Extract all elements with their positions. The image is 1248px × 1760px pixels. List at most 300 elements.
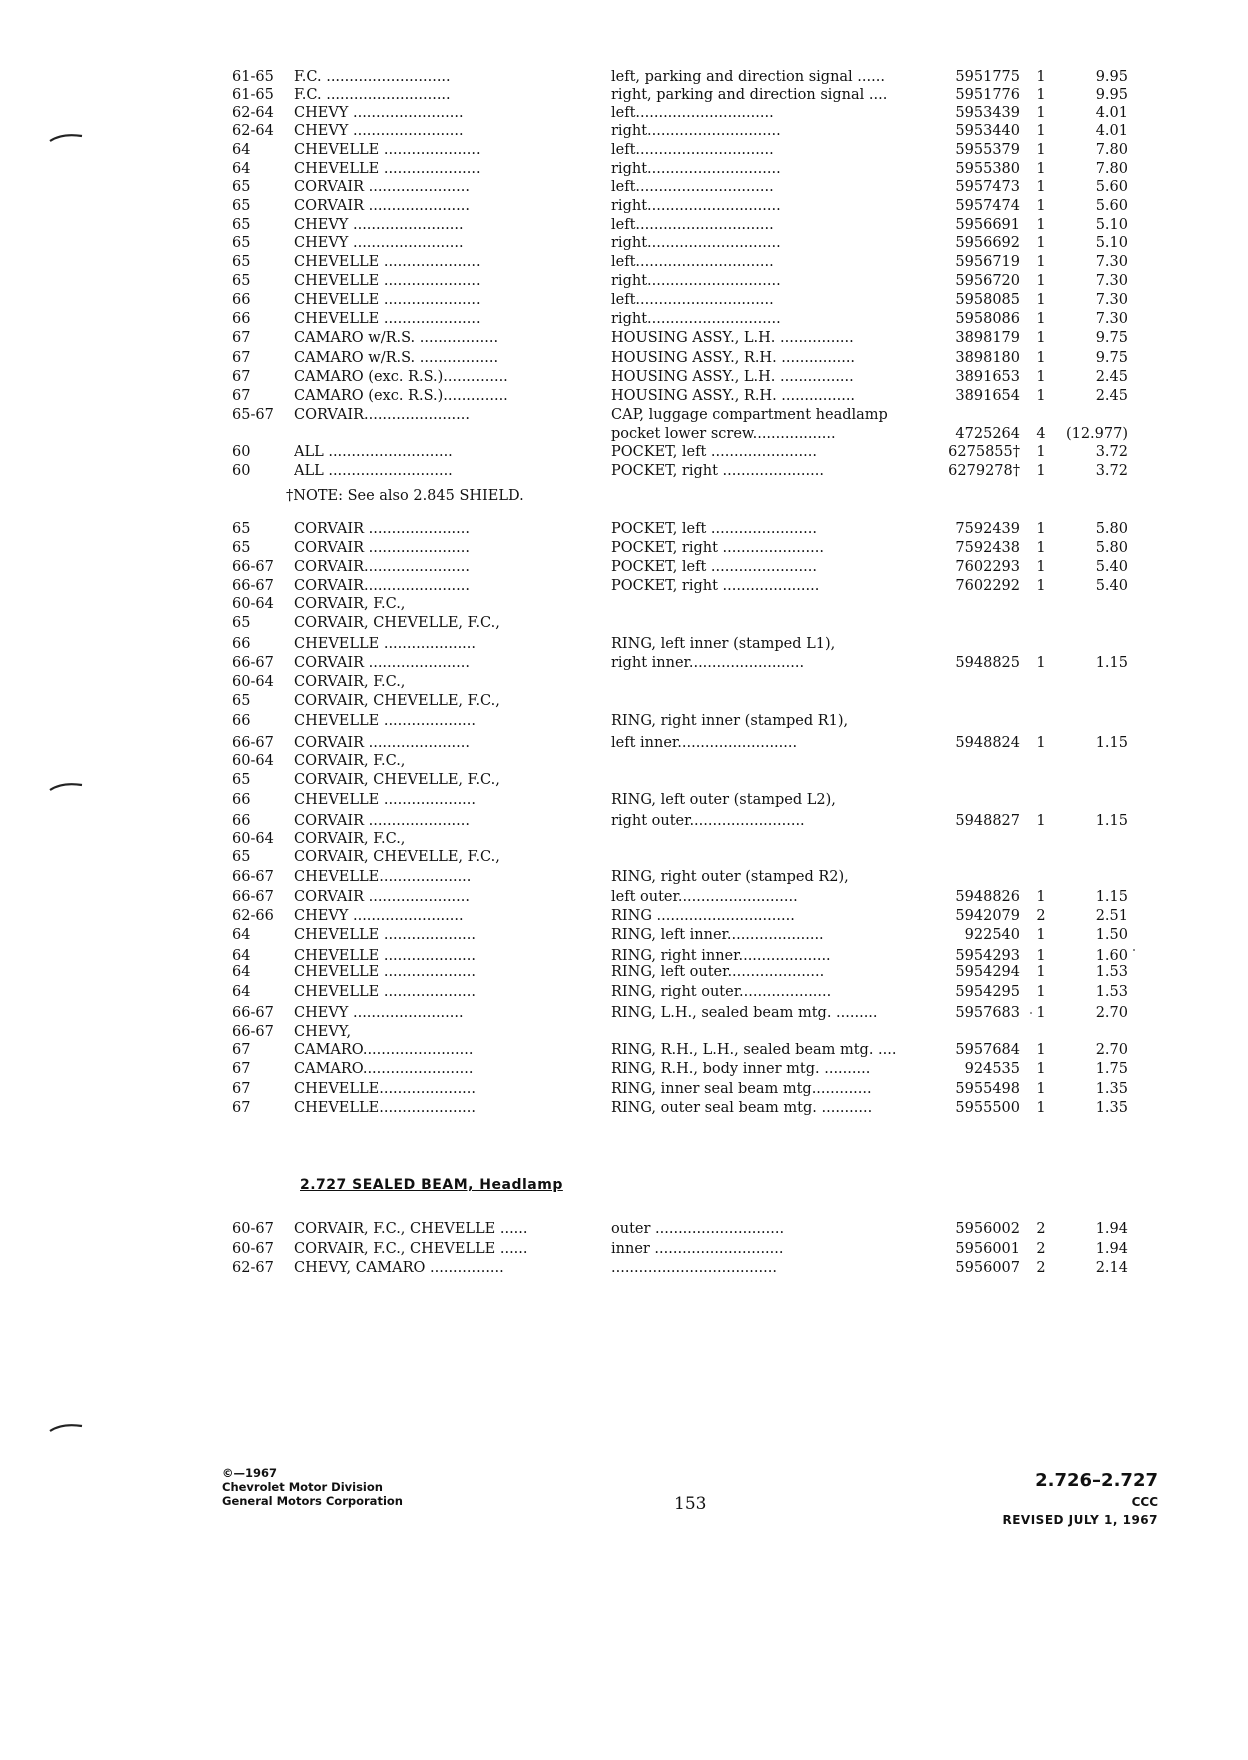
part-number-cell: 5955379 [955, 142, 1020, 158]
description-cell: right inner......................... [611, 655, 805, 671]
table-row [0, 963, 1248, 982]
description-cell: right............................. [611, 235, 781, 251]
table-row [0, 752, 1248, 771]
price-cell: 3.72 [1095, 463, 1128, 479]
description-cell: POCKET, right ..................... [611, 578, 820, 594]
model-cell: CORVAIR....................... [294, 407, 470, 423]
description-cell: .................................... [611, 1260, 777, 1276]
year-cell: 64 [232, 142, 251, 158]
quantity-cell: 1 [1036, 984, 1046, 1000]
quantity-cell: 1 [1036, 198, 1046, 214]
year-cell: 65 [232, 273, 251, 289]
description-cell: POCKET, right ...................... [611, 463, 824, 479]
model-cell: CHEVELLE ..................... [294, 311, 481, 327]
price-cell: 5.40 [1095, 559, 1128, 575]
quantity-cell: 1 [1036, 330, 1046, 346]
table-row [0, 216, 1248, 235]
price-cell: 9.75 [1095, 330, 1128, 346]
description-cell: pocket lower screw.................. [611, 426, 836, 442]
description-cell: POCKET, left ....................... [611, 444, 817, 460]
quantity-cell: 4 [1036, 426, 1046, 442]
model-cell: CHEVY, CAMARO ................ [294, 1260, 504, 1276]
part-number-cell: 5957683 [955, 1005, 1020, 1021]
part-number-cell: 5948827 [955, 813, 1020, 829]
year-cell: 66 [232, 792, 251, 808]
part-number-cell: 922540 [964, 927, 1020, 943]
year-cell: 67 [232, 388, 251, 404]
table-row [0, 291, 1248, 310]
description-cell: left.............................. [611, 254, 774, 270]
quantity-cell: 1 [1036, 388, 1046, 404]
price-cell: 5.60 [1095, 198, 1128, 214]
model-cell: CHEVELLE .................... [294, 792, 477, 808]
model-cell: CORVAIR....................... [294, 578, 470, 594]
description-cell: POCKET, left ....................... [611, 559, 817, 575]
description-cell: right, parking and direction signal .... [611, 87, 888, 103]
model-cell: CHEVELLE..................... [294, 1081, 477, 1097]
table-row [0, 520, 1248, 539]
table-row [0, 349, 1248, 368]
table-row [0, 368, 1248, 387]
year-cell: 62-67 [232, 1260, 274, 1276]
description-cell: outer ............................ [611, 1221, 785, 1237]
model-cell: CHEVY ........................ [294, 235, 464, 251]
part-number-cell: 5956692 [955, 235, 1020, 251]
table-row [0, 830, 1248, 849]
table-row [0, 329, 1248, 348]
part-number-cell: 5948826 [955, 889, 1020, 905]
model-cell: CORVAIR, F.C., [294, 596, 406, 612]
quantity-cell: 1 [1036, 254, 1046, 270]
model-cell: CORVAIR....................... [294, 559, 470, 575]
table-row [0, 1240, 1248, 1259]
description-cell: RING, left inner (stamped L1), [611, 636, 836, 652]
description-cell: left.............................. [611, 105, 774, 121]
description-cell: left outer.......................... [611, 889, 798, 905]
year-cell: 66-67 [232, 655, 274, 671]
price-cell: 7.30 [1095, 292, 1128, 308]
table-row [0, 160, 1248, 179]
year-cell: 65 [232, 849, 251, 865]
part-number-cell: 5956001 [955, 1241, 1020, 1257]
price-cell: 1.53 [1095, 984, 1128, 1000]
model-cell: CAMARO w/R.S. ................. [294, 330, 499, 346]
table-row [0, 595, 1248, 614]
table-row [0, 539, 1248, 558]
table-row [0, 614, 1248, 633]
price-cell: 1.53 [1095, 964, 1128, 980]
table-row [0, 1004, 1248, 1023]
part-number-cell: 5956007 [955, 1260, 1020, 1276]
description-cell: HOUSING ASSY., L.H. ................ [611, 369, 854, 385]
year-cell: 65 [232, 540, 251, 556]
part-number-cell: 3898180 [955, 350, 1020, 366]
year-cell: 67 [232, 369, 251, 385]
quantity-cell: 1 [1036, 179, 1046, 195]
model-cell: CHEVELLE .................... [294, 964, 477, 980]
part-number-cell: 5956691 [955, 217, 1020, 233]
section-code: CCC [1131, 1495, 1158, 1509]
quantity-cell: 1 [1036, 142, 1046, 158]
price-cell: 2.51 [1095, 908, 1128, 924]
part-number-cell: 3898179 [955, 330, 1020, 346]
quantity-cell: 1 [1036, 559, 1046, 575]
year-cell: 60 [232, 463, 251, 479]
description-cell: RING, outer seal beam mtg. ........... [611, 1100, 873, 1116]
model-cell: CAMARO (exc. R.S.).............. [294, 388, 508, 404]
price-cell: 5.10 [1095, 235, 1128, 251]
price-cell: 4.01 [1095, 105, 1128, 121]
table-row [0, 558, 1248, 577]
quantity-cell: 1 [1036, 292, 1046, 308]
table-row [0, 926, 1248, 945]
part-number-cell: 7592439 [955, 521, 1020, 537]
year-cell: 65 [232, 772, 251, 788]
model-cell: CHEVELLE .................... [294, 636, 477, 652]
description-cell: inner ............................ [611, 1241, 784, 1257]
description-cell: left.............................. [611, 142, 774, 158]
year-cell: 65 [232, 615, 251, 631]
year-cell: 65-67 [232, 407, 274, 423]
section-range: 2.726–2.727 [1035, 1470, 1158, 1491]
model-cell: CORVAIR, CHEVELLE, F.C., [294, 693, 500, 709]
table-row [0, 983, 1248, 1002]
model-cell: CORVAIR ...................... [294, 655, 470, 671]
year-cell: 60-67 [232, 1241, 274, 1257]
price-cell: 2.14 [1095, 1260, 1128, 1276]
year-cell: 64 [232, 927, 251, 943]
quantity-cell: 1 [1036, 311, 1046, 327]
part-number-cell: 5953439 [955, 105, 1020, 121]
price-cell: 9.95 [1095, 87, 1128, 103]
part-number-cell: 4725264 [955, 426, 1020, 442]
description-cell: CAP, luggage compartment headlamp [611, 407, 888, 423]
price-cell: 2.70 [1095, 1042, 1128, 1058]
quantity-cell: 1 [1036, 964, 1046, 980]
note-text: †NOTE: See also 2.845 SHIELD. [286, 488, 524, 504]
quantity-cell: 1 [1036, 350, 1046, 366]
year-cell: 66 [232, 292, 251, 308]
price-cell: 1.94 [1095, 1241, 1128, 1257]
table-row [0, 272, 1248, 291]
quantity-cell: 1 [1036, 813, 1046, 829]
quantity-cell: 1 [1036, 463, 1046, 479]
part-number-cell: 5956720 [955, 273, 1020, 289]
year-cell: 66-67 [232, 1005, 274, 1021]
price-cell: 7.30 [1095, 311, 1128, 327]
year-cell: 60-64 [232, 831, 274, 847]
speck [1030, 1012, 1032, 1014]
description-cell: right............................. [611, 311, 781, 327]
price-cell: 1.15 [1095, 889, 1128, 905]
price-cell: 9.95 [1095, 69, 1128, 85]
model-cell: CHEVELLE..................... [294, 1100, 477, 1116]
description-cell: RING, right inner (stamped R1), [611, 713, 849, 729]
model-cell: CORVAIR ...................... [294, 889, 470, 905]
description-cell: HOUSING ASSY., R.H. ................ [611, 388, 856, 404]
table-row [0, 812, 1248, 831]
table-row [0, 1259, 1248, 1278]
table-row [0, 868, 1248, 887]
speck [1133, 949, 1135, 951]
year-cell: 67 [232, 1042, 251, 1058]
description-cell: HOUSING ASSY., R.H. ................ [611, 350, 856, 366]
part-number-cell: 5951776 [955, 87, 1020, 103]
part-number-cell: 5954294 [955, 964, 1020, 980]
year-cell: 65 [232, 254, 251, 270]
part-number-cell: 5948824 [955, 735, 1020, 751]
year-cell: 60-64 [232, 596, 274, 612]
model-cell: CAMARO (exc. R.S.).............. [294, 369, 508, 385]
quantity-cell: 1 [1036, 1005, 1046, 1021]
year-cell: 66 [232, 311, 251, 327]
year-cell: 61-65 [232, 69, 274, 85]
price-cell: 5.10 [1095, 217, 1128, 233]
model-cell: CHEVELLE .................... [294, 948, 477, 964]
table-row [0, 462, 1248, 481]
price-cell: 2.70 [1095, 1005, 1128, 1021]
table-row [0, 577, 1248, 596]
copyright: ©—1967 [222, 1466, 278, 1480]
year-cell: 67 [232, 350, 251, 366]
year-cell: 66-67 [232, 869, 274, 885]
model-cell: CAMARO w/R.S. ................. [294, 350, 499, 366]
model-cell: CORVAIR, F.C., CHEVELLE ...... [294, 1221, 528, 1237]
model-cell: CHEVELLE ..................... [294, 273, 481, 289]
price-cell: 2.45 [1095, 388, 1128, 404]
model-cell: CORVAIR, CHEVELLE, F.C., [294, 615, 500, 631]
part-number-cell: 924535 [964, 1061, 1020, 1077]
binder-mark [48, 1421, 84, 1433]
description-cell: RING, R.H., body inner mtg. .......... [611, 1061, 871, 1077]
description-cell: right............................. [611, 198, 781, 214]
model-cell: CHEVY, [294, 1024, 352, 1040]
footer-section-info [1002, 1470, 1158, 1527]
table-row [0, 734, 1248, 753]
model-cell: CORVAIR ...................... [294, 735, 470, 751]
part-number-cell: 5956002 [955, 1221, 1020, 1237]
price-cell: 1.35 [1095, 1081, 1128, 1097]
part-number-cell: 7592438 [955, 540, 1020, 556]
quantity-cell: 1 [1036, 123, 1046, 139]
year-cell: 67 [232, 1061, 251, 1077]
quantity-cell: 1 [1036, 369, 1046, 385]
part-number-cell: 5957684 [955, 1042, 1020, 1058]
model-cell: CHEVY ........................ [294, 908, 464, 924]
description-cell: RING, right inner.................... [611, 948, 831, 964]
part-number-cell: 5954293 [955, 948, 1020, 964]
model-cell: F.C. ........................... [294, 69, 451, 85]
description-cell: POCKET, right ...................... [611, 540, 824, 556]
quantity-cell: 1 [1036, 235, 1046, 251]
year-cell: 60-64 [232, 674, 274, 690]
table-row [0, 387, 1248, 406]
part-number-cell: 5954295 [955, 984, 1020, 1000]
year-cell: 60-64 [232, 753, 274, 769]
model-cell: CORVAIR, F.C., CHEVELLE ...... [294, 1241, 528, 1257]
table-row [0, 848, 1248, 867]
model-cell: CORVAIR, F.C., [294, 831, 406, 847]
quantity-cell: 1 [1036, 735, 1046, 751]
description-cell: left.............................. [611, 179, 774, 195]
quantity-cell: 1 [1036, 105, 1046, 121]
model-cell: CHEVY ........................ [294, 217, 464, 233]
part-number-cell: 5948825 [955, 655, 1020, 671]
table-row [0, 907, 1248, 926]
price-cell: 1.75 [1095, 1061, 1128, 1077]
description-cell: right............................. [611, 273, 781, 289]
price-cell: 5.80 [1095, 521, 1128, 537]
year-cell: 65 [232, 217, 251, 233]
quantity-cell: 1 [1036, 927, 1046, 943]
table-row [0, 253, 1248, 272]
year-cell: 64 [232, 964, 251, 980]
description-cell: RING, R.H., L.H., sealed beam mtg. .... [611, 1042, 897, 1058]
year-cell: 62-66 [232, 908, 274, 924]
description-cell: left.............................. [611, 217, 774, 233]
year-cell: 67 [232, 330, 251, 346]
part-number-cell: 5955498 [955, 1081, 1020, 1097]
description-cell: POCKET, left ....................... [611, 521, 817, 537]
price-cell: 1.94 [1095, 1221, 1128, 1237]
quantity-cell: 1 [1036, 1081, 1046, 1097]
part-number-cell: 6279278† [948, 463, 1020, 479]
table-row [0, 1041, 1248, 1060]
price-cell: 5.80 [1095, 540, 1128, 556]
model-cell: CHEVY ........................ [294, 123, 464, 139]
table-row [0, 791, 1248, 810]
year-cell: 66-67 [232, 559, 274, 575]
table-row [0, 635, 1248, 654]
table-row [0, 122, 1248, 141]
price-cell: (12.977) [1065, 426, 1128, 442]
table-row [0, 1023, 1248, 1042]
year-cell: 66-67 [232, 735, 274, 751]
description-cell: left inner.......................... [611, 735, 798, 751]
model-cell: CORVAIR, F.C., [294, 674, 406, 690]
quantity-cell: 1 [1036, 69, 1046, 85]
quantity-cell: 2 [1036, 908, 1046, 924]
table-row [0, 712, 1248, 731]
year-cell: 61-65 [232, 87, 274, 103]
description-cell: right outer......................... [611, 813, 805, 829]
table-row [0, 443, 1248, 462]
table-row [0, 104, 1248, 123]
price-cell: 1.15 [1095, 813, 1128, 829]
table-row [0, 1080, 1248, 1099]
model-cell: ALL ........................... [294, 444, 453, 460]
description-cell: RING .............................. [611, 908, 795, 924]
price-cell: 3.72 [1095, 444, 1128, 460]
year-cell: 66-67 [232, 1024, 274, 1040]
price-cell: 1.50 [1095, 927, 1128, 943]
price-cell: 4.01 [1095, 123, 1128, 139]
year-cell: 65 [232, 198, 251, 214]
price-cell: 7.30 [1095, 254, 1128, 270]
price-cell: 7.80 [1095, 142, 1128, 158]
description-cell: RING, left inner..................... [611, 927, 824, 943]
part-number-cell: 5953440 [955, 123, 1020, 139]
model-cell: CORVAIR ...................... [294, 179, 470, 195]
model-cell: CORVAIR, F.C., [294, 753, 406, 769]
model-cell: CORVAIR, CHEVELLE, F.C., [294, 849, 500, 865]
price-cell: 1.15 [1095, 735, 1128, 751]
table-row [0, 1060, 1248, 1079]
table-row [0, 86, 1248, 105]
description-cell: RING, right outer (stamped R2), [611, 869, 849, 885]
year-cell: 67 [232, 1100, 251, 1116]
part-number-cell: 5951775 [955, 69, 1020, 85]
quantity-cell: 1 [1036, 889, 1046, 905]
quantity-cell: 1 [1036, 217, 1046, 233]
table-row [0, 1099, 1248, 1118]
description-cell: RING, L.H., sealed beam mtg. ......... [611, 1005, 878, 1021]
year-cell: 65 [232, 235, 251, 251]
model-cell: CHEVELLE.................... [294, 869, 472, 885]
price-cell: 1.60 [1095, 948, 1128, 964]
part-number-cell: 3891654 [955, 388, 1020, 404]
page-number: 153 [674, 1494, 707, 1514]
model-cell: CHEVELLE .................... [294, 713, 477, 729]
model-cell: CORVAIR, CHEVELLE, F.C., [294, 772, 500, 788]
revised-date: REVISED JULY 1, 1967 [1002, 1513, 1158, 1527]
model-cell: CHEVY ........................ [294, 1005, 464, 1021]
table-row [0, 197, 1248, 216]
quantity-cell: 1 [1036, 161, 1046, 177]
model-cell: F.C. ........................... [294, 87, 451, 103]
quantity-cell: 1 [1036, 444, 1046, 460]
description-cell: right............................. [611, 161, 781, 177]
model-cell: CAMARO........................ [294, 1061, 474, 1077]
quantity-cell: 2 [1036, 1221, 1046, 1237]
quantity-cell: 2 [1036, 1260, 1046, 1276]
year-cell: 60-67 [232, 1221, 274, 1237]
year-cell: 66 [232, 713, 251, 729]
model-cell: CHEVELLE ..................... [294, 292, 481, 308]
model-cell: CHEVY ........................ [294, 105, 464, 121]
quantity-cell: 1 [1036, 540, 1046, 556]
year-cell: 65 [232, 693, 251, 709]
model-cell: CORVAIR ...................... [294, 198, 470, 214]
footer-publisher [222, 1466, 403, 1508]
description-cell: RING, left outer (stamped L2), [611, 792, 836, 808]
part-number-cell: 6275855† [948, 444, 1020, 460]
quantity-cell: 2 [1036, 1241, 1046, 1257]
year-cell: 64 [232, 161, 251, 177]
price-cell: 7.30 [1095, 273, 1128, 289]
model-cell: CHEVELLE .................... [294, 984, 477, 1000]
model-cell: CHEVELLE ..................... [294, 161, 481, 177]
part-number-cell: 5955380 [955, 161, 1020, 177]
part-number-cell: 7602292 [955, 578, 1020, 594]
table-row [0, 425, 1248, 444]
part-number-cell: 5957473 [955, 179, 1020, 195]
model-cell: CORVAIR ...................... [294, 521, 470, 537]
part-number-cell: 5958085 [955, 292, 1020, 308]
table-row [0, 178, 1248, 197]
quantity-cell: 1 [1036, 1061, 1046, 1077]
description-cell: RING, inner seal beam mtg............. [611, 1081, 872, 1097]
price-cell: 1.35 [1095, 1100, 1128, 1116]
quantity-cell: 1 [1036, 1042, 1046, 1058]
price-cell: 9.75 [1095, 350, 1128, 366]
price-cell: 5.40 [1095, 578, 1128, 594]
year-cell: 60 [232, 444, 251, 460]
table-row [0, 1220, 1248, 1239]
model-cell: CHEVELLE .................... [294, 927, 477, 943]
year-cell: 66-67 [232, 889, 274, 905]
table-row [0, 692, 1248, 711]
